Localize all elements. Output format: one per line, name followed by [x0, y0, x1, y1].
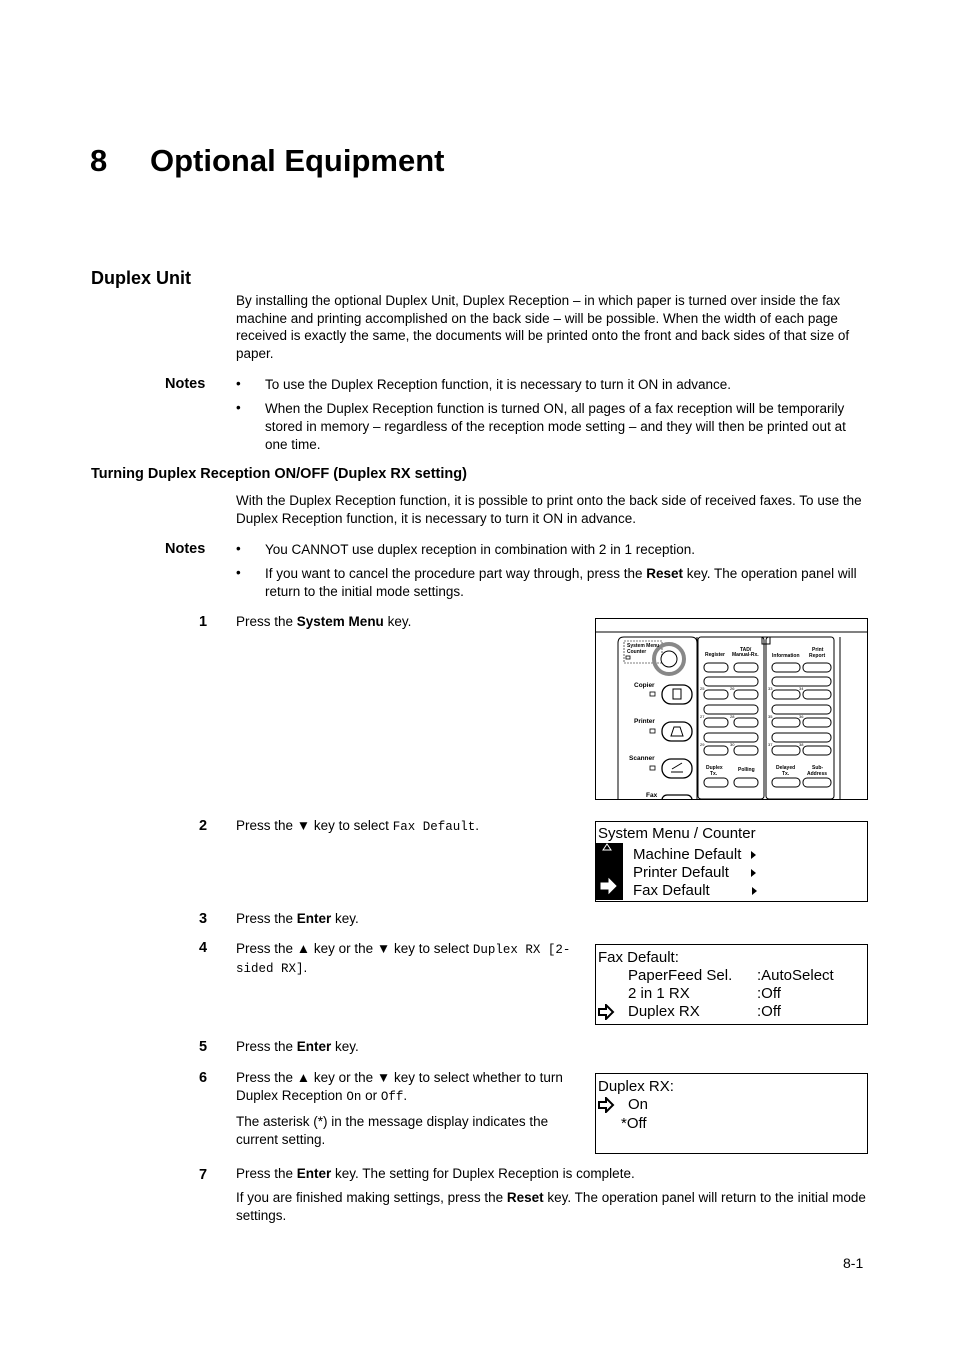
panel-label: Copier [634, 682, 655, 689]
panel-label: TAD/ [740, 647, 752, 653]
notes-label: Notes [165, 376, 206, 392]
key-number: 27 [700, 714, 705, 719]
panel-label: Information [772, 653, 800, 659]
panel-label: Sub- [812, 765, 824, 771]
panel-label: Polling [738, 767, 755, 773]
key-number: 28 [730, 714, 735, 719]
panel-label: Report [809, 653, 826, 659]
step-text: Press the ▼ key to select Fax Default. [236, 818, 479, 834]
chapter-title: Optional Equipment [150, 143, 445, 178]
panel-label: Print [812, 647, 824, 653]
panel-label: Tx. [710, 771, 718, 777]
step-number: 7 [199, 1167, 208, 1183]
note-item: If you want to cancel the procedure part way through, press the Reset key. The operation panel will return to the initial mode settings. [265, 566, 857, 599]
key-number: 29 [700, 742, 705, 747]
lcd-fax-default [595, 944, 868, 1025]
panel-label: Address [807, 771, 828, 777]
lcd-option-selected: *Off [621, 1115, 647, 1132]
lcd-setting-label: Duplex RX [628, 1003, 700, 1020]
lcd-menu-item: Fax Default [633, 882, 757, 900]
panel-label: Manual-Rx. [732, 652, 759, 658]
step-text: Press the System Menu key. [236, 614, 412, 629]
step-number: 4 [199, 940, 208, 956]
key-number: 25 [700, 686, 705, 691]
note-item: You CANNOT use duplex reception in combination with 2 in 1 reception. [265, 542, 695, 557]
key-number: 33 [768, 686, 773, 691]
cursor-arrow-icon [598, 1097, 616, 1113]
note-item: When the Duplex Reception function is turned ON, all pages of a fax reception will be temporarily stored in memory – regardless of the reception mode setting – and they will then be printed out at one time. [265, 401, 846, 452]
step-note: The asterisk (*) in the message display indicates the current setting. [236, 1114, 549, 1147]
panel-label: Scanner [629, 755, 655, 762]
step-number: 2 [199, 818, 208, 834]
notes-label: Notes [165, 541, 206, 557]
cursor-arrow-icon [598, 1004, 616, 1020]
lcd-setting-value: :Off [757, 985, 781, 1002]
key-number: 26 [730, 686, 735, 691]
submenu-arrow-icon [752, 887, 757, 895]
step-number: 1 [199, 614, 208, 630]
chapter-number: 8 [90, 143, 108, 178]
bullet-icon: • [236, 565, 241, 580]
panel-label: System Menu [627, 643, 660, 649]
step-text: Press the ▲ key or the ▼ key to select whether to turn Duplex Reception On or Off. [236, 1070, 563, 1104]
subsection-title: Turning Duplex Reception ON/OFF (Duplex RX setting) [91, 466, 467, 482]
note-item: To use the Duplex Reception function, it is necessary to turn it ON in advance. [265, 377, 731, 392]
panel-label: Register [705, 652, 726, 658]
key-number: 30 [730, 742, 735, 747]
step-text: Press the ▲ key or the ▼ key to select Duplex RX [2-sided RX]. [236, 941, 571, 976]
lcd-scroll-bar [596, 843, 623, 900]
submenu-arrow-icon [751, 869, 756, 877]
panel-label: Printer [634, 718, 655, 725]
step-number: 5 [199, 1039, 208, 1055]
page-number: 8-1 [843, 1255, 864, 1271]
key-number: 34 [799, 686, 804, 691]
submenu-arrow-icon [751, 851, 756, 859]
step-text: Press the Enter key. [236, 911, 359, 926]
bullet-icon: • [236, 376, 241, 391]
lcd-setting-value: :Off [757, 1003, 781, 1020]
key-number: 36 [799, 714, 804, 719]
key-number: 38 [799, 742, 804, 747]
lcd-title: Fax Default: [598, 949, 679, 966]
step-text: Press the Enter key. [236, 1039, 359, 1054]
lcd-setting-value: :AutoSelect [757, 967, 834, 984]
panel-label: Duplex [706, 765, 723, 771]
panel-label: Counter [627, 649, 647, 655]
lcd-setting-label: PaperFeed Sel. [628, 967, 733, 984]
lcd-option: On [628, 1096, 649, 1113]
lcd-menu-item: Printer Default [633, 864, 756, 882]
section-intro: By installing the optional Duplex Unit, Duplex Reception – in which paper is turned over inside the fax machine and printing accomplished on the back side – will be possible. When the width of each page received is exactly the same, the documents will be printed onto the front and back sides of that size of paper. [236, 293, 850, 362]
lcd-title: Duplex RX: [598, 1078, 674, 1095]
subsection-intro: With the Duplex Reception function, it is possible to print onto the back side of received faxes. To use the Duplex Reception function, it is necessary to turn it ON in advance. [236, 493, 862, 526]
step-text: Press the Enter key. The setting for Duplex Reception is complete. [236, 1166, 635, 1181]
lcd-title: System Menu / Counter [598, 825, 756, 842]
operation-panel-drawing [596, 619, 867, 799]
step-note: If you are finished making settings, press the Reset key. The operation panel will return to the initial mode settings. [236, 1190, 866, 1223]
panel-label: Tx. [782, 771, 790, 777]
key-number: 37 [768, 742, 773, 747]
section-title: Duplex Unit [91, 268, 192, 288]
cursor-arrow-icon [601, 879, 616, 893]
bullet-icon: • [236, 400, 241, 415]
lcd-menu-item: Machine Default [633, 846, 756, 864]
lcd-duplex-rx [595, 1073, 868, 1154]
lcd-system-menu [595, 821, 868, 902]
key-number: 35 [768, 714, 773, 719]
step-number: 3 [199, 911, 208, 927]
step-number: 6 [199, 1070, 208, 1086]
panel-label: Delayed [776, 765, 796, 771]
panel-label: Fax [646, 792, 658, 799]
operation-panel-illustration [595, 618, 868, 800]
lcd-setting-label: 2 in 1 RX [628, 985, 690, 1002]
bullet-icon: • [236, 541, 241, 556]
